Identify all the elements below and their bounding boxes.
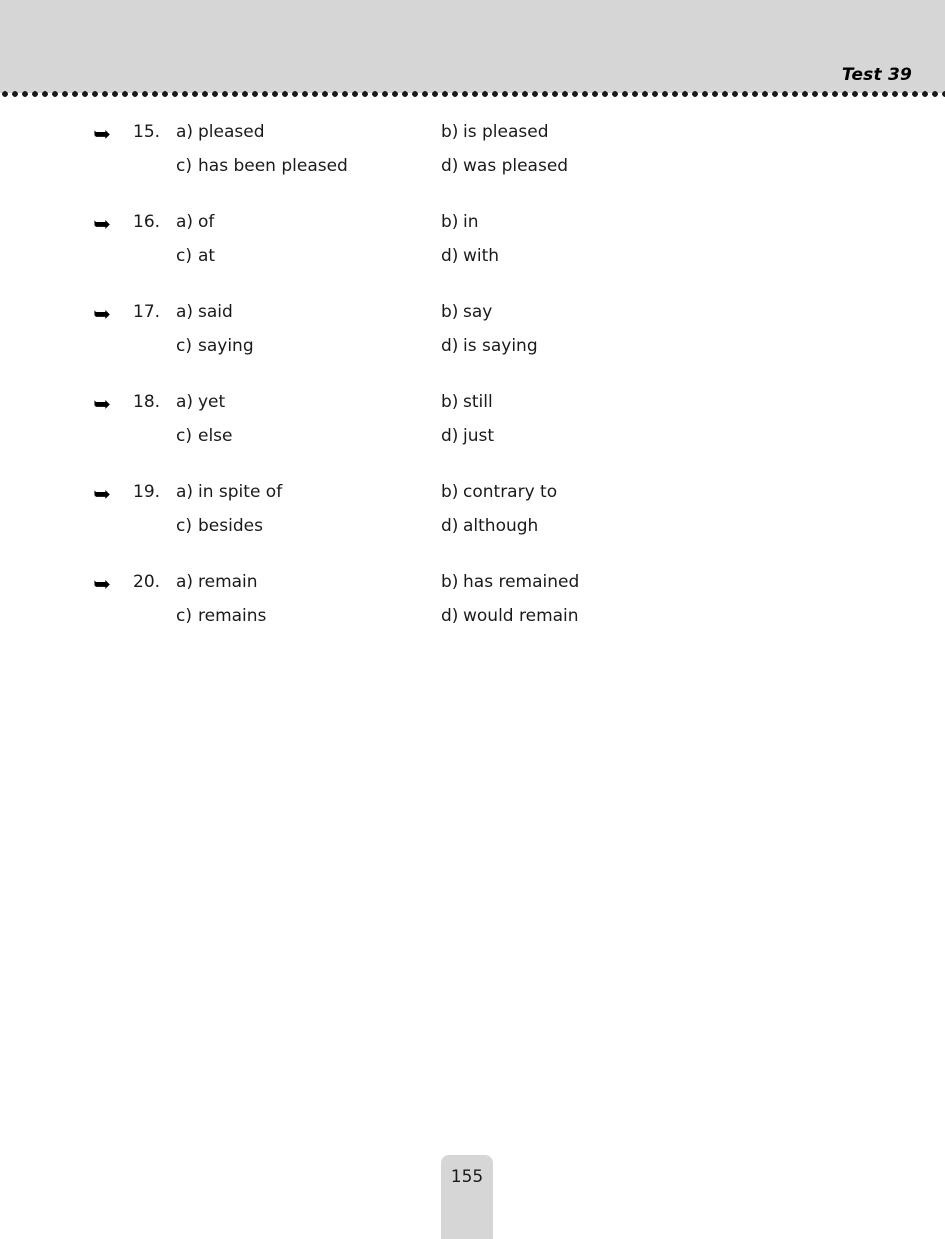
question-number: 16. (133, 212, 161, 232)
option-group (176, 482, 876, 550)
option-c[interactable] (176, 156, 348, 176)
option-a-label: a) (176, 392, 194, 412)
option-c-text: remains (198, 606, 267, 626)
option-a-label: a) (176, 212, 194, 232)
option-a-label: a) (176, 572, 194, 592)
option-d-label: d) (441, 336, 459, 356)
option-b[interactable] (441, 572, 579, 592)
option-b-text: contrary to (463, 482, 558, 502)
option-d-label: d) (441, 426, 459, 446)
option-b-text: in (463, 212, 479, 232)
question-item (0, 302, 945, 358)
option-c-text: has been pleased (198, 156, 348, 176)
option-row (176, 302, 876, 336)
option-d[interactable] (441, 606, 579, 626)
option-d[interactable] (441, 336, 538, 356)
option-a-text: of (198, 212, 215, 232)
page-title: Test 39 (841, 65, 912, 85)
option-a-label: a) (176, 302, 194, 322)
option-row (176, 516, 876, 550)
option-a[interactable] (176, 302, 233, 322)
option-d-text: with (463, 246, 500, 266)
option-a-text: said (198, 302, 233, 322)
question-item (0, 122, 945, 178)
arrow-loop-bullet-icon: ➥ (93, 212, 111, 236)
option-c[interactable] (176, 246, 215, 266)
option-b-text: is pleased (463, 122, 549, 142)
option-c-text: at (198, 246, 216, 266)
question-number: 17. (133, 302, 161, 322)
option-row (176, 212, 876, 246)
option-row (176, 156, 876, 190)
option-c-label: c) (176, 246, 192, 266)
arrow-loop-bullet-icon: ➥ (93, 572, 111, 596)
option-b[interactable] (441, 122, 548, 142)
option-d-text: was pleased (463, 156, 569, 176)
option-b-label: b) (441, 212, 459, 232)
option-b[interactable] (441, 482, 557, 502)
option-a-text: in spite of (198, 482, 283, 502)
option-d-label: d) (441, 156, 459, 176)
option-d-label: d) (441, 246, 459, 266)
option-c-label: c) (176, 156, 192, 176)
option-group (176, 122, 876, 190)
dotted-divider-icon (0, 91, 945, 97)
option-c-text: saying (198, 336, 254, 356)
option-c-label: c) (176, 336, 192, 356)
option-a-label: a) (176, 122, 194, 142)
question-number: 19. (133, 482, 161, 502)
question-number: 15. (133, 122, 161, 142)
option-row (176, 392, 876, 426)
option-c[interactable] (176, 336, 254, 356)
option-a[interactable] (176, 572, 258, 592)
page-number-tab (441, 1155, 493, 1239)
option-c-text: else (198, 426, 233, 446)
option-d[interactable] (441, 426, 494, 446)
option-c-label: c) (176, 516, 192, 536)
option-d-text: would remain (463, 606, 579, 626)
option-b[interactable] (441, 212, 479, 232)
option-a-text: pleased (198, 122, 265, 142)
option-c[interactable] (176, 516, 263, 536)
option-c-text: besides (198, 516, 263, 536)
arrow-loop-bullet-icon: ➥ (93, 392, 111, 416)
option-d[interactable] (441, 516, 538, 536)
arrow-loop-bullet-icon: ➥ (93, 122, 111, 146)
page-number: 155 (450, 1167, 484, 1187)
option-row (176, 246, 876, 280)
option-row (176, 336, 876, 370)
question-number: 20. (133, 572, 161, 592)
option-row (176, 606, 876, 640)
option-d-text: just (463, 426, 495, 446)
option-a[interactable] (176, 212, 214, 232)
option-d-text: although (463, 516, 539, 536)
page-header (0, 0, 945, 93)
option-b[interactable] (441, 392, 493, 412)
option-row (176, 482, 876, 516)
option-a-text: remain (198, 572, 258, 592)
option-row (176, 122, 876, 156)
option-b[interactable] (441, 302, 492, 322)
option-b-text: has remained (463, 572, 580, 592)
option-a[interactable] (176, 392, 225, 412)
question-list (0, 122, 945, 662)
option-d[interactable] (441, 156, 568, 176)
option-row (176, 572, 876, 606)
option-d[interactable] (441, 246, 499, 266)
option-b-label: b) (441, 482, 459, 502)
option-d-label: d) (441, 606, 459, 626)
option-c[interactable] (176, 606, 266, 626)
option-b-text: still (463, 392, 493, 412)
option-group (176, 212, 876, 280)
option-b-label: b) (441, 572, 459, 592)
option-d-label: d) (441, 516, 459, 536)
option-d-text: is saying (463, 336, 538, 356)
option-b-label: b) (441, 302, 459, 322)
option-a[interactable] (176, 122, 265, 142)
option-c[interactable] (176, 426, 233, 446)
option-a-label: a) (176, 482, 194, 502)
option-c-label: c) (176, 606, 192, 626)
option-b-label: b) (441, 122, 459, 142)
arrow-loop-bullet-icon: ➥ (93, 302, 111, 326)
arrow-loop-bullet-icon: ➥ (93, 482, 111, 506)
option-a[interactable] (176, 482, 282, 502)
option-c-label: c) (176, 426, 192, 446)
option-group (176, 392, 876, 460)
option-a-text: yet (198, 392, 226, 412)
question-item (0, 392, 945, 448)
question-number: 18. (133, 392, 161, 412)
question-item (0, 482, 945, 538)
question-item (0, 212, 945, 268)
option-b-text: say (463, 302, 493, 322)
option-b-label: b) (441, 392, 459, 412)
option-row (176, 426, 876, 460)
question-item (0, 572, 945, 628)
option-group (176, 572, 876, 640)
option-group (176, 302, 876, 370)
